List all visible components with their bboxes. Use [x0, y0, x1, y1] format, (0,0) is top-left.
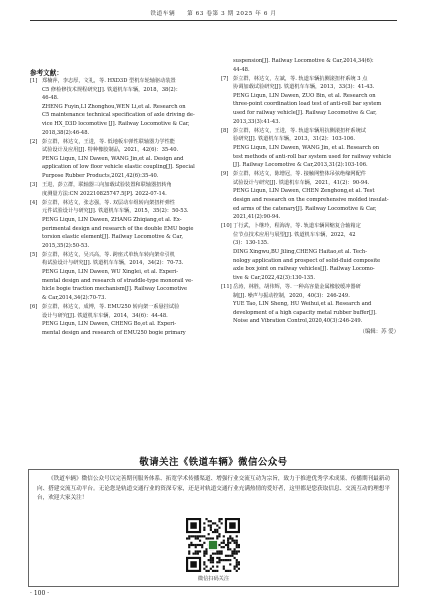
reference-line: 验研究[J]. 铁道机车车辆，2013，31(2)：103-106.	[233, 136, 356, 143]
reference-line: 彭立群，林达文，王进，等. 低地板车弹性联轴器力学性能	[42, 138, 175, 145]
reference-line: Noise and Vibration Control,2020,40(3):246-249.	[233, 318, 363, 325]
reference-line: PENG Liqun, LIN Dawen, WANG Jin, et al. Research on	[233, 144, 380, 151]
reference-line: PENG Liqun, LIN Dawen, CHENG Bo,et al. Experi-	[42, 321, 177, 328]
reference-line: 2013,33(3):41-43.	[233, 118, 281, 125]
reference-line: 44-48.	[233, 66, 250, 73]
reference-item	[221, 57, 399, 74]
reference-number: [7]	[221, 75, 229, 82]
reference-line: 试验设计及应用[J]. 特种橡胶制品，2021，42(6)：35-40.	[42, 147, 179, 154]
page-number: · 100 ·	[30, 590, 50, 597]
reference-line: PENG Liqun, LIN Dawen, ZHANG Zhiqiang,et al. Ex-	[42, 217, 182, 223]
reference-line: 位节点技术应用与展望[J]. 铁道机车车辆，2022，42	[233, 231, 356, 238]
references-title: 参考文献：	[30, 69, 63, 77]
reference-number: [5]	[30, 251, 38, 258]
reference-line: axle box joint on railway vehicles[J]. Railway Locomo-	[233, 266, 375, 273]
reference-line: 郑楠萍，李志厚，文礼，等. HXD3D 型机车轮轴驱动装置	[42, 78, 176, 84]
reference-line: (3)：130-135.	[233, 240, 269, 247]
reference-line: 彭立群，林达文，左斌，等. 轨道车辆抗侧滚扭杆系统 3 点	[233, 75, 368, 82]
reference-number: [10]	[221, 223, 232, 230]
reference-line: 46-48.	[42, 95, 59, 102]
volume-issue: 第 63 卷第 3 期 2025 年 6 月	[187, 11, 277, 17]
reference-line: 制[J]. 噪声与振动控制，2020，40(3)：246-249.	[233, 292, 350, 299]
promo-title: 敬请关注《铁道车辆》微信公众号	[139, 457, 288, 468]
reference-line: PENG Liqun, LIN Dawen, WANG Jin,et al. Design and	[42, 155, 184, 162]
reference-number: [1]	[30, 78, 38, 84]
reference-line: three-point coordination load test of anti-roll bar system	[233, 101, 382, 108]
reference-line: torsion elastic element[J]. Railway Locomotive & Car,	[42, 234, 184, 241]
reference-item	[30, 303, 210, 337]
reference-line: 试验设计与研究[J]. 铁道机车车辆，2021，41(2)：90-94.	[233, 179, 370, 186]
reference-line: development of a high capacity metal rubber buffer[J].	[233, 309, 377, 316]
reference-line: mental design and research of straddle-type monorail ve-	[42, 277, 193, 284]
reference-line: application of low floor vehicle elastic coupling[J]. Special	[42, 164, 195, 171]
reference-line: 设计与研究[J]. 铁道机车车辆，2014，34(6)：44-48.	[42, 312, 168, 319]
reference-line: 构试验设计与研究[J]. 铁道机车车辆，2014，34(2)：70-73.	[42, 260, 184, 267]
reference-item	[30, 138, 210, 181]
reference-line: 2018,38(2):46-48.	[42, 129, 90, 136]
reference-line: & Car,2014,34(2):70-73.	[42, 294, 107, 301]
reference-item	[30, 251, 210, 303]
reference-line: 彭立群，林达文，张志强，等. 双层动车组转向架扭杆弹性	[42, 199, 175, 206]
reference-line: YUE Tao, LIN Sheng, HU Weihui,et al. Research and	[233, 301, 372, 308]
reference-line: ZHENG Fuyin,LI Zhonghou,WEN Li,et al. Research on	[42, 103, 186, 110]
reference-item	[221, 75, 399, 127]
reference-line: PENG Liqun, LIN Dawen, ZUO Bin, et al. Research on	[233, 92, 376, 99]
reference-item	[30, 77, 210, 137]
reference-number: [4]	[30, 199, 38, 206]
reference-line: 度测量方法:CN 202210825747.5[P]. 2022-07-14.	[42, 190, 167, 197]
reference-line: nology application and prospect of solid-fluid composite	[233, 257, 381, 264]
reference-line: 岳涛，林胜，胡伟辉，等. 一种高容量金属橡胶缓冲器研	[233, 283, 361, 290]
reference-line: C5 maintenance technical specification of axle driving de-	[42, 112, 195, 119]
qr-code-icon[interactable]	[186, 518, 240, 572]
reference-line: PENG Liqun, LIN Dawen, WU Xinglei, et al. Experi-	[42, 269, 178, 276]
reference-item	[221, 170, 399, 222]
reference-number: [8]	[221, 127, 229, 134]
reference-line: 王进，彭立群，联轴器三向加载试验装置和联轴器扭转角	[42, 182, 172, 189]
promo-box	[28, 469, 399, 587]
header-rule	[30, 20, 397, 21]
editor-note: （编辑：苏 爱）	[359, 328, 399, 335]
reference-line: C5 修检修技术规程研究[J]. 铁道机车车辆，2018，38(2)：	[42, 86, 181, 93]
reference-line: used for railway vehicle[J]. Railway Locomotive & Car,	[233, 110, 377, 117]
reference-line: DING Xingwu,BU Jiling,CHENG Haitao,et al. Tech-	[233, 249, 368, 256]
reference-item	[30, 199, 210, 251]
reference-number: [3]	[30, 182, 38, 189]
reference-line: tive & Car,2022,42(3):130-135.	[233, 274, 316, 281]
references-left-column	[30, 77, 210, 338]
reference-number: [11]	[221, 283, 232, 290]
reference-line: 2021,41(2):90-94.	[233, 214, 281, 221]
qr-block	[176, 518, 251, 582]
journal-name: 铁道车辆	[150, 11, 176, 17]
reference-line: 彭立群，林达文，陈增冠，等. 接触网整体吊弦绝缘网配件	[233, 171, 366, 178]
reference-line: vice HX_D3D locomotive [J]. Railway Locomotive & Car,	[42, 120, 190, 127]
reference-line: mental design and research of EMU250 bogie primary	[42, 329, 186, 336]
reference-line: hicle bogie traction mechanism[J]. Railway Locomotive	[42, 286, 188, 293]
reference-line: 彭立群，林达文，吴兴高，等. 跨座式单轨车转向架牵引机	[42, 251, 175, 258]
wechat-promo	[28, 451, 399, 586]
reference-line: 彭立群，林达文，王进，等. 轨道车辆用抗侧滚扭杆系统试	[233, 127, 366, 134]
reference-item	[221, 283, 399, 326]
reference-line: [J]. Railway Locomotive & Car,2013,31(2):103-106.	[233, 162, 368, 169]
reference-number: [9]	[221, 171, 229, 178]
reference-line: 元件试验设计与研究[J]. 铁道机车车辆，2015，35(2)：50-53.	[42, 208, 189, 215]
reference-line: test methods of anti-roll bar system used for railway vehicle	[233, 153, 392, 160]
reference-line: 协调加载试验研究[J]. 铁道机车车辆，2013，33(3)：41-43.	[233, 84, 375, 91]
reference-number: [6]	[30, 303, 38, 310]
reference-number: [2]	[30, 138, 38, 145]
promo-body: 《铁道车辆》微信公众号以完善期刊服务体系、拓宽学术传播渠道、增强行业交流互动为宗旨，致力于推进优秀学术成果、传播期刊最新动向、搭建交流互动平台。无论您是轨道交通行业的资深专家，还是对轨道交通行业充满热情的爱好者，这里都是您获取信息、交流互动的理想平台，欢迎大家关注！	[37, 476, 390, 502]
reference-line: 彭立群，林达文，成博，等. EMU250 转向架一系悬挂试验	[42, 303, 180, 310]
reference-line: ed arms of the catenary[J]. Railway Locomotive & Car,	[233, 205, 377, 212]
reference-line: PENG Liqun, LIN Dawen, CHEN Zenghong,et al. Test	[233, 188, 375, 195]
running-header	[0, 9, 427, 17]
reference-line: suspension[J]. Railway Locomotive & Car,2014,34(6):	[233, 58, 374, 64]
references-right-column	[221, 57, 399, 337]
reference-line: design and research on the comprehensive molded insulat-	[233, 197, 389, 203]
reference-line: 丁行武，卜继玲，程海涛，等. 轨道车辆回缩复合轴箱定	[233, 223, 361, 230]
reference-item	[221, 222, 399, 282]
qr-caption: 微信扫码关注	[197, 576, 230, 582]
reference-item	[221, 127, 399, 170]
reference-item	[30, 181, 210, 198]
reference-line: perimental design and research of the double EMU bogie	[42, 225, 194, 232]
reference-line: Purpose Rubber Products,2021,42(6):35-40.	[42, 173, 159, 180]
reference-line: 2015,35(2):50-53.	[42, 242, 90, 249]
